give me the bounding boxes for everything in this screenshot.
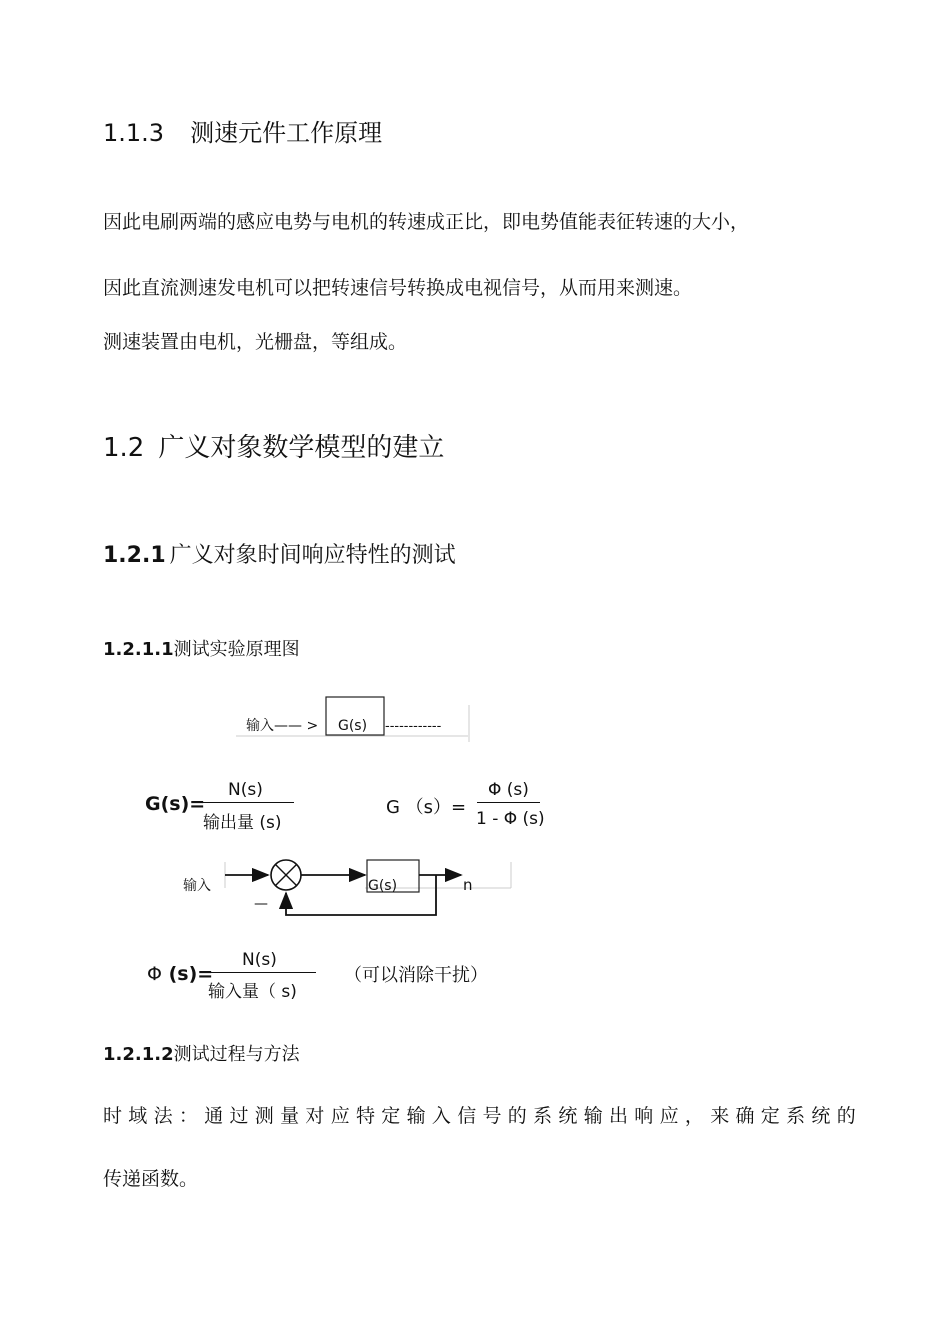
section-heading-1-1-3 xyxy=(103,113,382,148)
transfer-block-label: G(s) xyxy=(338,718,368,734)
open-loop-diagram xyxy=(230,690,480,750)
section-heading-1-2-1 xyxy=(103,538,456,569)
section-number: 1.2 xyxy=(103,433,145,463)
formula-gs2-denominator: 1 - Φ (s) xyxy=(476,809,545,829)
section-number: 1.2.1 xyxy=(103,543,166,568)
closed-loop-diagram xyxy=(170,850,520,920)
paragraph-tachogenerator: 因此直流测速发电机可以把转速信号转换成电视信号，从而用来测速。 xyxy=(103,277,693,299)
fraction-bar xyxy=(206,972,316,973)
section-number: 1.1.3 xyxy=(103,119,165,147)
input-label: 输入—— > xyxy=(246,718,319,734)
section-title: 广义对象时间响应特性的测试 xyxy=(169,543,456,568)
feedback-path xyxy=(286,875,436,915)
section-title: 测试实验原理图 xyxy=(173,639,300,660)
fraction-bar xyxy=(201,802,294,803)
formula-phi-numerator: N(s) xyxy=(242,950,277,970)
section-number: 1.2.1.2 xyxy=(103,1044,174,1065)
summing-junction-icon xyxy=(271,860,301,890)
formula-phi-denominator: 输入量（ s) xyxy=(208,982,297,1002)
output-dashes: ------------ xyxy=(385,719,442,734)
fraction-bar xyxy=(477,802,540,803)
paragraph-time-domain-line1: 时域法：通过测量对应特定输入信号的系统输出响应，来确定系统的 xyxy=(103,1105,863,1127)
formula-gs2-lhs: G （s）= xyxy=(386,797,467,818)
paragraph-emf-speed: 因此电刷两端的感应电势与电机的转速成正比，即电势值能表征转速的大小， xyxy=(103,211,750,233)
transfer-block-label: G(s) xyxy=(368,878,398,894)
phi-symbol: Φ xyxy=(147,963,162,985)
formula-phi-lhs xyxy=(147,963,213,985)
paragraph-time-domain-line2: 传递函数。 xyxy=(103,1168,199,1190)
formula-gs2-numerator: Φ (s) xyxy=(488,780,529,800)
formula-gs-lhs: G(s)= xyxy=(145,793,206,815)
section-number: 1.2.1.1 xyxy=(103,639,174,660)
phi-lhs-rest: (s)= xyxy=(161,963,214,985)
formula-gs-numerator: N(s) xyxy=(228,780,263,800)
section-heading-1-2-1-2 xyxy=(103,1040,300,1066)
section-heading-1-2-1-1 xyxy=(103,635,300,661)
section-title: 测试过程与方法 xyxy=(173,1044,300,1065)
output-label: n xyxy=(463,876,473,894)
formula-gs-denominator: 输出量 (s) xyxy=(203,813,282,833)
section-title: 测速元件工作原理 xyxy=(190,119,383,147)
minus-sign: — xyxy=(254,896,268,912)
input-label: 输入 xyxy=(183,878,211,894)
section-title: 广义对象数学模型的建立 xyxy=(158,433,445,463)
formula-phi-note: （可以消除干扰） xyxy=(344,965,488,986)
section-heading-1-2 xyxy=(103,427,444,464)
paragraph-measurement-device: 测速装置由电机，光栅盘，等组成。 xyxy=(103,331,408,353)
